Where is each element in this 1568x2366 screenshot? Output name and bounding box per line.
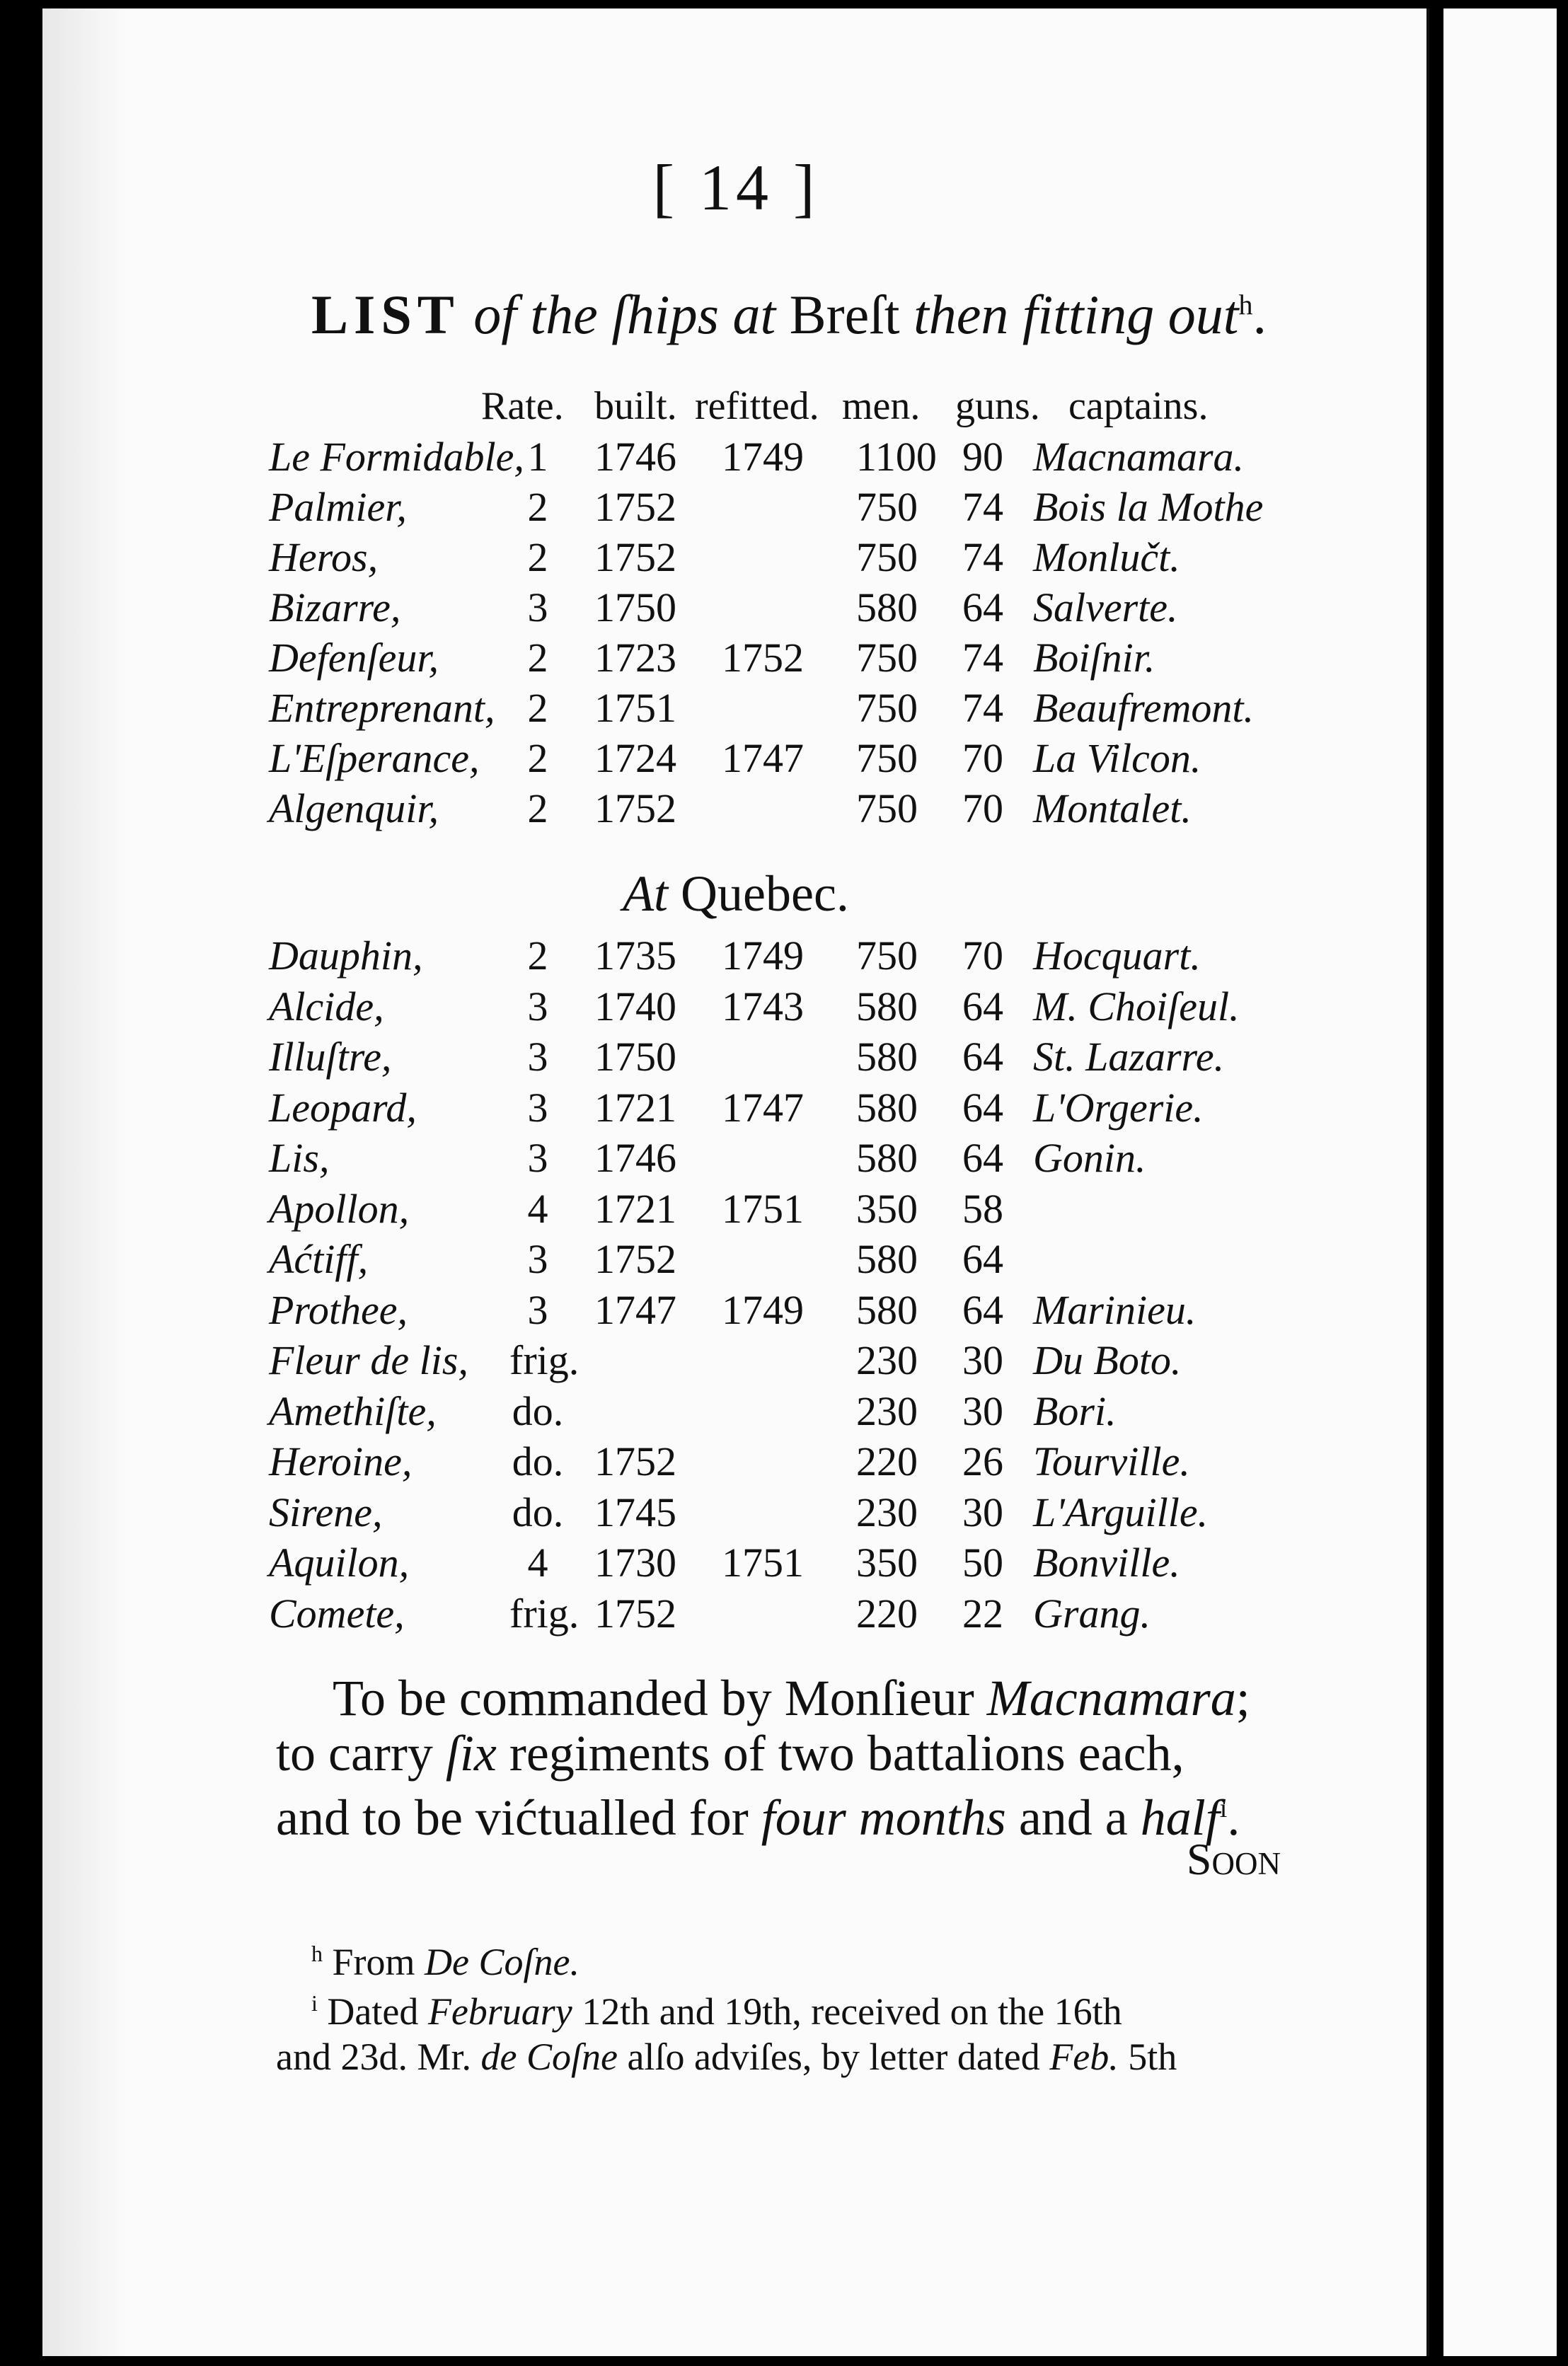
ship-row <box>42 684 1429 734</box>
ship-row <box>42 1438 1429 1487</box>
ship-name: Leopard, <box>269 1084 417 1131</box>
ship-captain: Bois la Mothe <box>1033 484 1264 530</box>
ship-refit: 1751 <box>722 1185 804 1232</box>
ship-row <box>42 1337 1429 1386</box>
ship-men: 350 <box>856 1540 918 1586</box>
ship-name: Amethiſte, <box>269 1387 437 1434</box>
ship-guns: 58 <box>962 1185 1003 1232</box>
ship-name: Apollon, <box>269 1185 410 1232</box>
ship-refit: 1747 <box>722 1084 804 1131</box>
ship-row <box>42 734 1429 784</box>
ship-captain: Tourville. <box>1033 1438 1190 1484</box>
ship-built: 1750 <box>594 584 676 630</box>
ship-guns: 90 <box>962 434 1003 480</box>
ship-name: Defenſeur, <box>269 635 439 681</box>
ship-built: 1745 <box>594 1489 676 1535</box>
ship-row <box>42 1286 1429 1336</box>
ship-guns: 70 <box>962 933 1003 979</box>
ship-name: L'Eſperance, <box>269 735 480 781</box>
title-italic: of the ſhips at <box>473 284 776 345</box>
ship-built: 1751 <box>594 685 676 731</box>
ship-rate: 4 <box>527 1185 548 1232</box>
ship-built: 1750 <box>594 1034 676 1080</box>
ship-guns: 64 <box>962 1286 1003 1333</box>
ship-refit: 1752 <box>722 635 804 681</box>
ship-guns: 26 <box>962 1438 1003 1484</box>
ship-men: 580 <box>856 1236 918 1282</box>
ship-guns: 74 <box>962 635 1003 681</box>
title-end: . <box>1252 284 1267 345</box>
ship-row <box>42 433 1429 483</box>
ship-built: 1752 <box>594 484 676 530</box>
ship-captain: L'Orgerie. <box>1033 1084 1204 1131</box>
ship-refit: 1749 <box>722 933 804 979</box>
ship-rate: 3 <box>527 1286 548 1333</box>
ship-captain: Beaufremont. <box>1033 685 1254 731</box>
ship-name: Aquilon, <box>269 1540 410 1586</box>
ship-rate: 3 <box>527 1084 548 1131</box>
ship-name: Lis, <box>269 1135 330 1181</box>
ship-rate: 3 <box>527 1034 548 1080</box>
ship-men: 230 <box>856 1337 918 1383</box>
ship-built: 1752 <box>594 534 676 580</box>
ship-men: 750 <box>856 635 918 681</box>
ship-row <box>42 1084 1429 1133</box>
ship-name: Palmier, <box>269 484 407 530</box>
ship-built: 1723 <box>594 635 676 681</box>
ship-name: Fleur de lis, <box>269 1337 468 1383</box>
ship-men: 580 <box>856 1084 918 1131</box>
ship-guns: 64 <box>962 983 1003 1029</box>
ship-row <box>42 483 1429 533</box>
ship-rate: do. <box>512 1387 564 1434</box>
ship-row <box>42 1387 1429 1437</box>
ship-refit: 1747 <box>722 735 804 781</box>
ship-rate: 2 <box>527 785 548 831</box>
ship-rate: 2 <box>527 484 548 530</box>
ship-row <box>42 533 1429 583</box>
ship-built: 1735 <box>594 933 676 979</box>
ship-rate: 4 <box>527 1540 548 1586</box>
ship-men: 1100 <box>856 434 937 480</box>
paragraph-line-3: and to be vićtualled for four months and a half$^i$. <box>276 1789 1240 1846</box>
ship-men: 750 <box>856 685 918 731</box>
ship-guns: 30 <box>962 1337 1003 1383</box>
ship-rate: frig. <box>509 1337 580 1383</box>
header-guns: guns. <box>955 384 1040 428</box>
ship-men: 750 <box>856 933 918 979</box>
ship-captain: Bonville. <box>1033 1540 1180 1586</box>
ship-built: 1747 <box>594 1286 676 1333</box>
ship-name: Alcide, <box>269 983 384 1029</box>
ship-men: 230 <box>856 1387 918 1434</box>
ship-guns: 74 <box>962 534 1003 580</box>
ship-rate: 2 <box>527 685 548 731</box>
ship-name: Bizarre, <box>269 584 401 630</box>
ship-built: 1721 <box>594 1084 676 1131</box>
ship-men: 750 <box>856 785 918 831</box>
ship-rate: 3 <box>527 584 548 630</box>
ship-rate: do. <box>512 1489 564 1535</box>
ship-guns: 74 <box>962 484 1003 530</box>
header-captains: captains. <box>1068 384 1209 428</box>
ship-guns: 70 <box>962 735 1003 781</box>
ship-guns: 64 <box>962 584 1003 630</box>
ship-refit: 1743 <box>722 983 804 1029</box>
ship-rate: 2 <box>527 735 548 781</box>
ship-name: Heros, <box>269 534 379 580</box>
ship-built: 1730 <box>594 1540 676 1586</box>
ship-name: Algenquir, <box>269 785 439 831</box>
ship-name: Le Formidable, <box>269 434 524 480</box>
ship-captain: Boiſnir. <box>1033 635 1155 681</box>
ship-row <box>42 1134 1429 1184</box>
ship-captain: Grang. <box>1033 1590 1151 1637</box>
ship-captain: Marinieu. <box>1033 1286 1197 1333</box>
ship-men: 220 <box>856 1590 918 1637</box>
ship-row <box>42 932 1429 981</box>
facing-page-edge <box>1443 8 1557 2356</box>
ship-row <box>42 1235 1429 1285</box>
ship-men: 220 <box>856 1438 918 1484</box>
ship-guns: 30 <box>962 1387 1003 1434</box>
ship-row <box>42 1185 1429 1235</box>
ship-guns: 64 <box>962 1034 1003 1080</box>
ship-built: 1721 <box>594 1185 676 1232</box>
header-men: men. <box>842 384 921 428</box>
title-prefix: LIST <box>311 284 460 345</box>
ship-captain: Macnamara. <box>1033 434 1245 480</box>
ship-row <box>42 785 1429 834</box>
ship-men: 750 <box>856 484 918 530</box>
ship-row <box>42 983 1429 1032</box>
ship-row <box>42 1539 1429 1588</box>
ship-built: 1752 <box>594 1438 676 1484</box>
ship-captain: Du Boto. <box>1033 1337 1182 1383</box>
footnote-h: $^h$ From De Coſne. <box>311 1941 580 1983</box>
ship-captain: Hocquart. <box>1033 933 1201 979</box>
ship-rate: 2 <box>527 635 548 681</box>
list-title <box>311 283 1267 347</box>
ship-captain: La Vilcon. <box>1033 735 1201 781</box>
ship-built: 1746 <box>594 434 676 480</box>
page-number: [ 14 ] <box>652 151 819 224</box>
title-footnote-mark: h <box>1238 289 1253 321</box>
quebec-subheading <box>42 865 1429 923</box>
ship-built: 1724 <box>594 735 676 781</box>
ship-row <box>42 584 1429 633</box>
ship-men: 230 <box>856 1489 918 1535</box>
ship-refit: 1751 <box>722 1540 804 1586</box>
ship-captain: Bori. <box>1033 1387 1117 1434</box>
ship-rate: 3 <box>527 1236 548 1282</box>
ship-row <box>42 1489 1429 1538</box>
ship-guns: 64 <box>962 1084 1003 1131</box>
ship-rate: 3 <box>527 1135 548 1181</box>
ship-built: 1752 <box>594 1590 676 1637</box>
ship-rate: do. <box>512 1438 564 1484</box>
paragraph-line-1: To be commanded by Monſieur Macnamara; <box>333 1670 1250 1726</box>
ship-name: Prothee, <box>269 1286 408 1333</box>
ship-name: Illuſtre, <box>269 1034 392 1080</box>
ship-name: Dauphin, <box>269 933 423 979</box>
ship-guns: 30 <box>962 1489 1003 1535</box>
ship-captain: Monlučt. <box>1033 534 1180 580</box>
ship-men: 580 <box>856 983 918 1029</box>
ship-captain: Montalet. <box>1033 785 1192 831</box>
ship-row <box>42 1033 1429 1083</box>
ship-guns: 64 <box>962 1135 1003 1181</box>
ship-guns: 64 <box>962 1236 1003 1282</box>
ship-rate: 2 <box>527 534 548 580</box>
ship-guns: 22 <box>962 1590 1003 1637</box>
ship-name: Comete, <box>269 1590 405 1637</box>
ship-rate: 1 <box>527 434 548 480</box>
ship-men: 580 <box>856 1286 918 1333</box>
ship-captain: L'Arguille. <box>1033 1489 1209 1535</box>
ship-men: 750 <box>856 534 918 580</box>
subheading-at: At <box>623 865 669 922</box>
ship-built: 1752 <box>594 785 676 831</box>
ship-name: Sirene, <box>269 1489 383 1535</box>
header-refitted: refitted. <box>695 384 819 428</box>
ship-rate: 2 <box>527 933 548 979</box>
ship-built: 1752 <box>594 1236 676 1282</box>
title-italic2: then fitting out <box>913 284 1239 345</box>
header-built: built. <box>594 384 677 428</box>
subheading-place: Quebec. <box>681 865 849 922</box>
ship-guns: 50 <box>962 1540 1003 1586</box>
ship-rate: 3 <box>527 983 548 1029</box>
ship-men: 580 <box>856 1135 918 1181</box>
ship-men: 750 <box>856 735 918 781</box>
ship-name: Aćtiff, <box>269 1236 369 1282</box>
ship-built: 1746 <box>594 1135 676 1181</box>
ship-captain: Salverte. <box>1033 584 1178 630</box>
header-rate: Rate. <box>481 384 564 428</box>
footnote-i-line-2: and 23d. Mr. de Coſne alſo adviſes, by letter dated Feb. 5th <box>276 2036 1177 2078</box>
ship-name: Heroine, <box>269 1438 413 1484</box>
paragraph-line-2: to carry ſix regiments of two battalions each, <box>276 1725 1184 1782</box>
ship-row <box>42 1590 1429 1639</box>
footnote-i-line-1: $^i$ Dated February 12th and 19th, received on the 16th <box>311 1990 1122 2033</box>
catchword: Soon <box>1186 1834 1281 1884</box>
ship-built: 1740 <box>594 983 676 1029</box>
ship-captain: Gonin. <box>1033 1135 1146 1181</box>
ship-guns: 70 <box>962 785 1003 831</box>
ship-men: 580 <box>856 1034 918 1080</box>
ship-name: Entreprenant, <box>269 685 495 731</box>
ship-guns: 74 <box>962 685 1003 731</box>
ship-row <box>42 634 1429 683</box>
ship-captain: M. Choiſeul. <box>1033 983 1240 1029</box>
title-place: Breſt <box>789 284 900 345</box>
ship-rate: frig. <box>509 1590 580 1637</box>
ship-refit: 1749 <box>722 1286 804 1333</box>
ship-men: 350 <box>856 1185 918 1232</box>
ship-captain: St. Lazarre. <box>1033 1034 1225 1080</box>
ship-refit: 1749 <box>722 434 804 480</box>
ship-men: 580 <box>856 584 918 630</box>
book-page <box>42 8 1429 2356</box>
